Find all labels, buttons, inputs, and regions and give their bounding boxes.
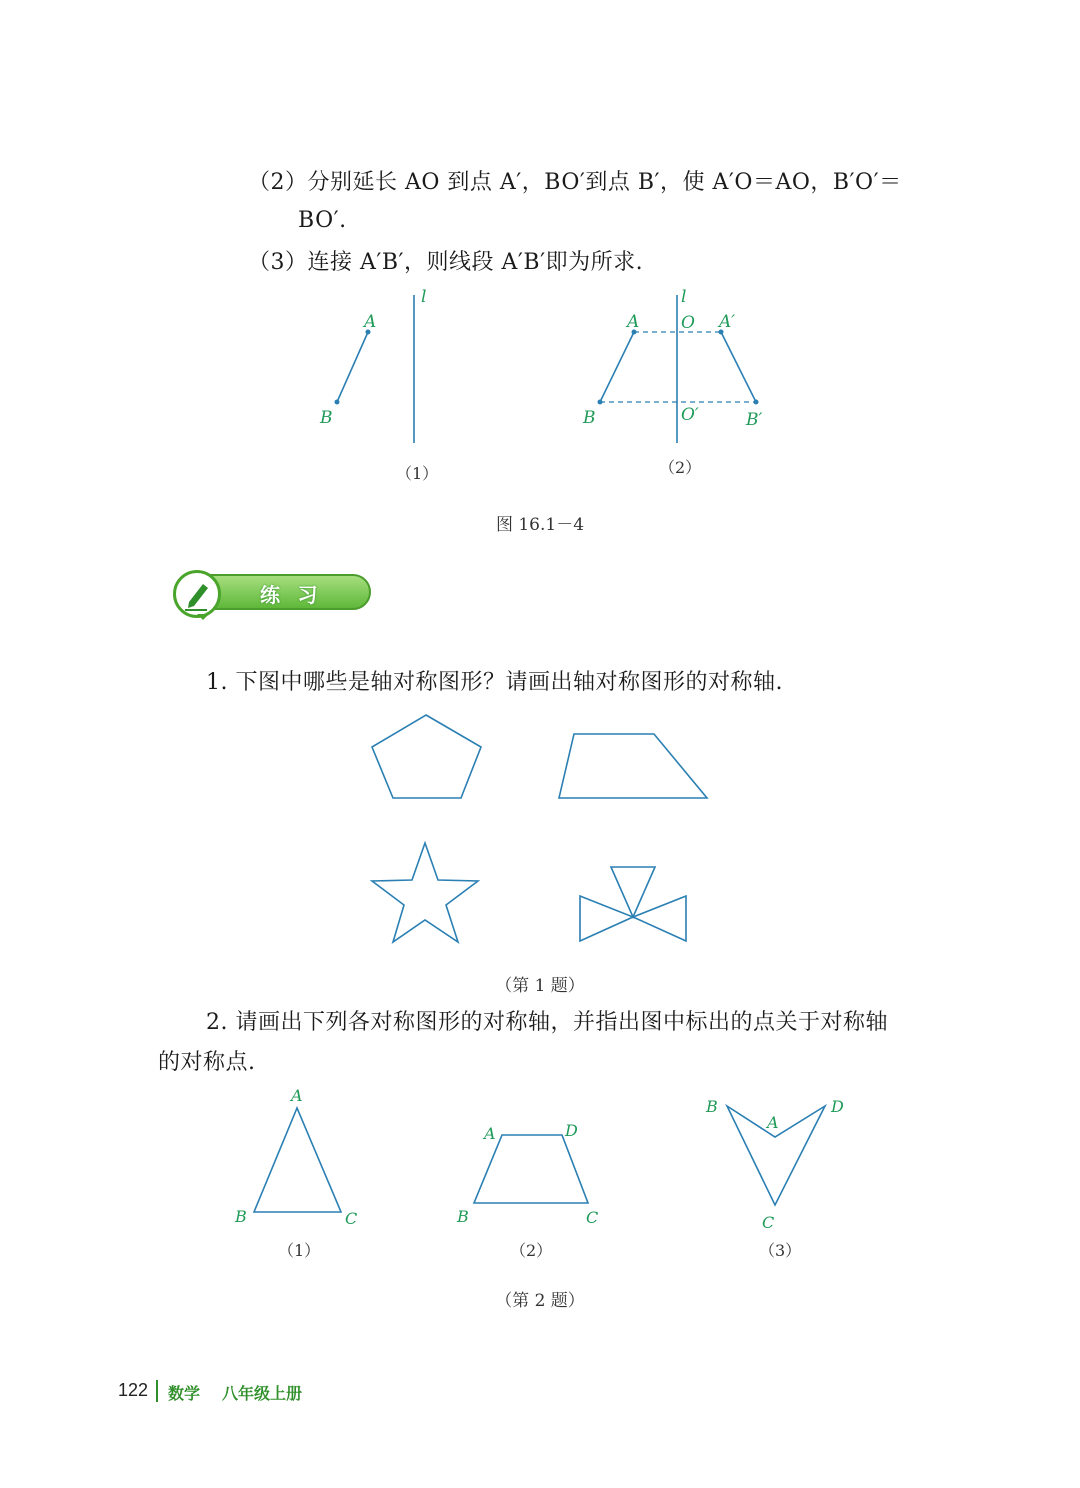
practice-title: 练 习 bbox=[260, 585, 324, 607]
q2-1-label-C: C bbox=[345, 1209, 358, 1228]
q2-sub-caption-1: （1） bbox=[278, 1241, 321, 1260]
label-A-2: A bbox=[627, 312, 640, 332]
fig-sub-caption-2: （2） bbox=[659, 458, 702, 477]
fig-sub-caption-1: （1） bbox=[396, 464, 439, 483]
label-l-2: l bbox=[681, 287, 687, 307]
step-2-line-1: （2）分别延长 AO 到点 A′，BO′到点 B′，使 A′O＝AO，B′O′＝ bbox=[248, 170, 902, 195]
q2-3-label-A: A bbox=[767, 1113, 779, 1132]
label-l-1: l bbox=[421, 287, 427, 307]
triangle-ABC bbox=[254, 1108, 341, 1212]
question-1-text: 1. 下图中哪些是轴对称图形？请画出轴对称图形的对称轴. bbox=[206, 670, 783, 695]
q2-2-label-B: B bbox=[457, 1207, 469, 1226]
step-2-line-2: BO′. bbox=[298, 208, 347, 233]
label-A-prime: A′ bbox=[719, 312, 736, 332]
step-3: （3）连接 A′B′，则线段 A′B′即为所求. bbox=[248, 250, 644, 275]
label-B-1: B bbox=[320, 408, 333, 428]
label-A-1: A bbox=[364, 312, 377, 332]
footer-subject: 数学 bbox=[168, 1386, 201, 1403]
label-O: O bbox=[681, 313, 695, 333]
q2-sub-caption-3: （3） bbox=[759, 1241, 802, 1260]
q2-2-label-C: C bbox=[586, 1208, 599, 1227]
q2-2-label-D: D bbox=[565, 1121, 578, 1140]
q2-2-label-A: A bbox=[484, 1124, 496, 1143]
label-O-prime: O′ bbox=[681, 405, 699, 425]
figure-caption: 图 16.1－4 bbox=[495, 515, 585, 535]
q2-sub-caption-2: （2） bbox=[510, 1241, 553, 1260]
footer-divider bbox=[156, 1380, 158, 1402]
label-B-2: B bbox=[583, 408, 596, 428]
question-2-caption: （第 2 题） bbox=[495, 1291, 585, 1311]
q2-3-label-D: D bbox=[831, 1097, 844, 1116]
question-1-caption: （第 1 题） bbox=[495, 976, 585, 996]
q2-3-label-B: B bbox=[706, 1097, 718, 1116]
question-2-text-line-1: 2. 请画出下列各对称图形的对称轴，并指出图中标出的点关于对称轴 bbox=[206, 1010, 888, 1035]
label-B-prime: B′ bbox=[746, 410, 763, 430]
q2-1-label-A: A bbox=[291, 1086, 303, 1105]
trapezoid-ABCD bbox=[474, 1135, 588, 1203]
question-2-text-line-2: 的对称点. bbox=[158, 1050, 256, 1075]
q2-1-label-B: B bbox=[235, 1207, 247, 1226]
page-number: 122 bbox=[118, 1380, 149, 1400]
q2-3-label-C: C bbox=[762, 1213, 775, 1232]
footer-book: 八年级上册 bbox=[222, 1386, 303, 1403]
